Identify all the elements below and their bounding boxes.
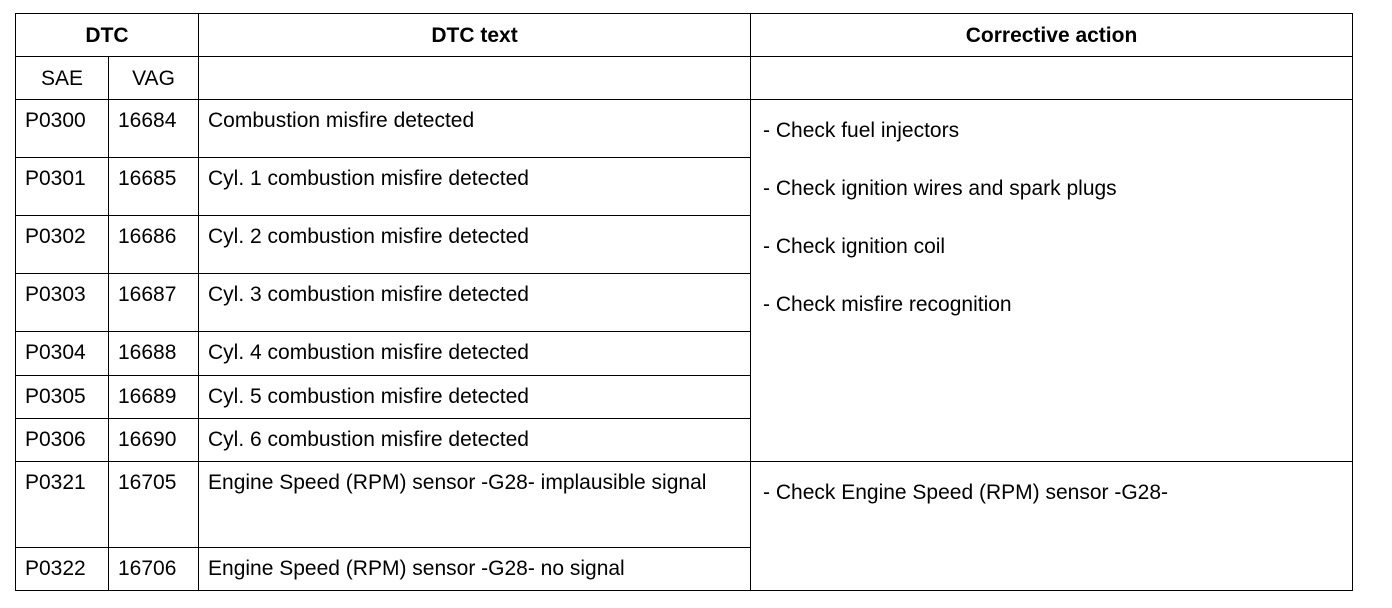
vag-code: 16686 <box>109 216 199 274</box>
vag-header: VAG <box>109 57 199 100</box>
dtc-table <box>15 13 1353 591</box>
sae-code: P0306 <box>16 419 109 462</box>
sae-code: P0300 <box>16 100 109 158</box>
action-item: - Check Engine Speed (RPM) sensor -G28- <box>763 481 1169 504</box>
table-row <box>16 100 1353 158</box>
dtc-header: DTC <box>16 14 199 57</box>
action-item: - Check misfire recognition <box>763 293 1012 316</box>
sae-code: P0304 <box>16 332 109 376</box>
dtc-text: Cyl. 5 combustion misfire detected <box>199 376 751 419</box>
sae-code: P0302 <box>16 216 109 274</box>
action-item: - Check ignition wires and spark plugs <box>763 177 1117 200</box>
table-row <box>16 462 1353 548</box>
dtc-text: Cyl. 1 combustion misfire detected <box>199 158 751 216</box>
rpm-sensor-actions <box>751 462 1353 591</box>
sae-code: P0321 <box>16 462 109 548</box>
empty-subheader-cell <box>199 57 751 100</box>
misfire-actions <box>751 100 1353 462</box>
vag-code: 16705 <box>109 462 199 548</box>
sae-header: SAE <box>16 57 109 100</box>
sae-code: P0303 <box>16 274 109 332</box>
sae-code: P0301 <box>16 158 109 216</box>
vag-code: 16689 <box>109 376 199 419</box>
subheader-row <box>16 57 1353 100</box>
action-item: - Check ignition coil <box>763 235 946 258</box>
action-item: - Check fuel injectors <box>763 119 960 142</box>
dtc-text: Cyl. 2 combustion misfire detected <box>199 216 751 274</box>
dtc-text-header: DTC text <box>199 14 751 57</box>
vag-code: 16684 <box>109 100 199 158</box>
vag-code: 16706 <box>109 548 199 591</box>
dtc-text: Combustion misfire detected <box>199 100 751 158</box>
sae-code: P0322 <box>16 548 109 591</box>
sae-code: P0305 <box>16 376 109 419</box>
vag-code: 16688 <box>109 332 199 376</box>
corrective-action-header: Corrective action <box>751 14 1353 57</box>
dtc-text: Cyl. 6 combustion misfire detected <box>199 419 751 462</box>
dtc-text: Cyl. 3 combustion misfire detected <box>199 274 751 332</box>
empty-subheader-cell <box>751 57 1353 100</box>
vag-code: 16690 <box>109 419 199 462</box>
dtc-text: Engine Speed (RPM) sensor -G28- implausible signal <box>199 462 751 548</box>
dtc-text: Engine Speed (RPM) sensor -G28- no signal <box>199 548 751 591</box>
vag-code: 16685 <box>109 158 199 216</box>
vag-code: 16687 <box>109 274 199 332</box>
header-row <box>16 14 1353 57</box>
dtc-text: Cyl. 4 combustion misfire detected <box>199 332 751 376</box>
